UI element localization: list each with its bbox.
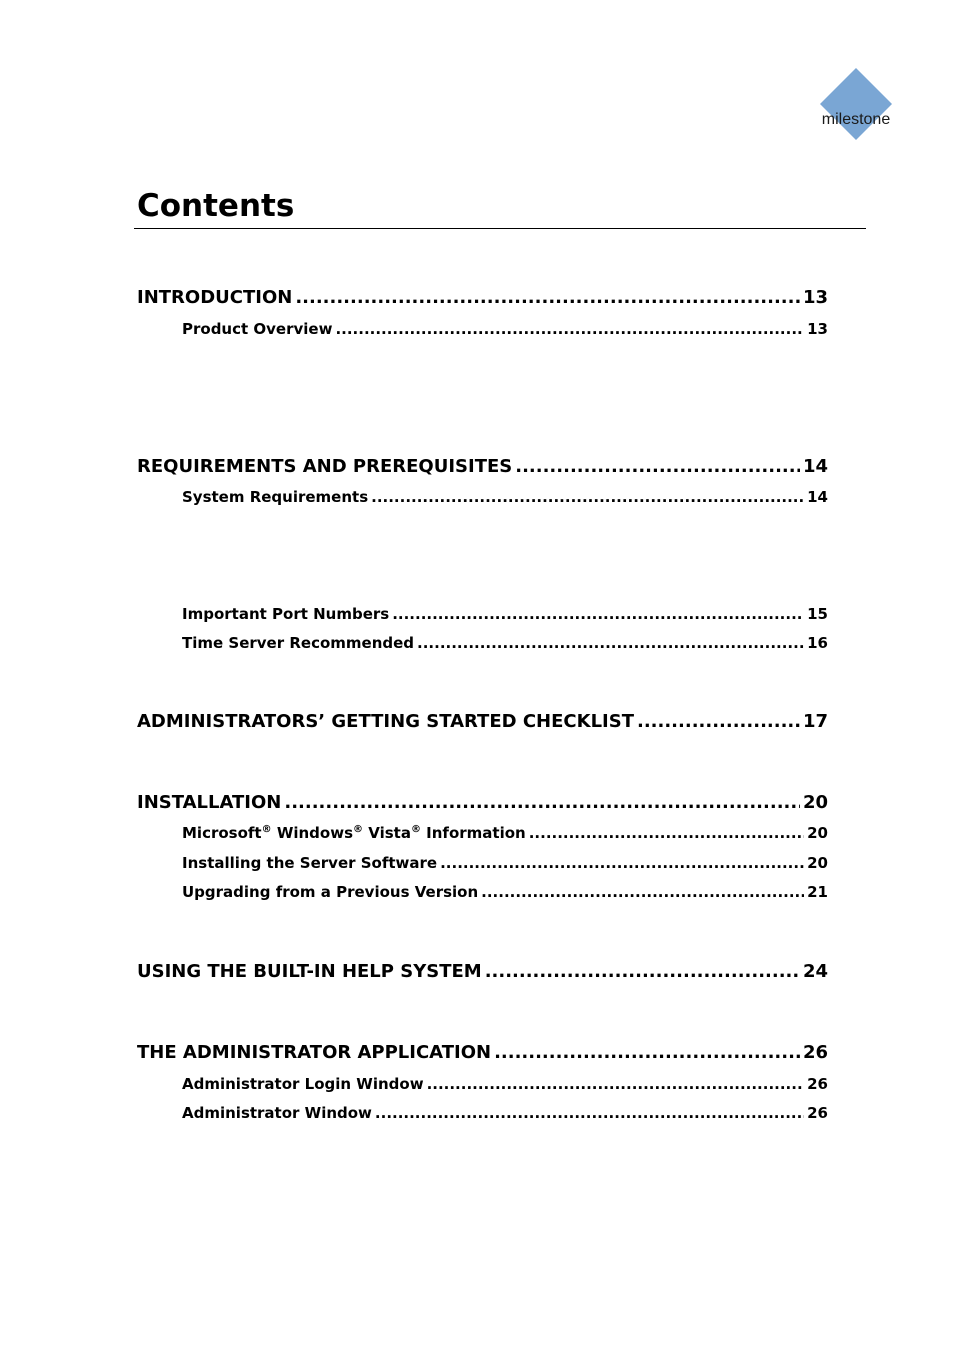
toc-page-number: 26 bbox=[807, 1075, 828, 1093]
milestone-logo bbox=[816, 66, 896, 142]
toc-page-number: 20 bbox=[807, 824, 828, 842]
toc-entry-time-server[interactable] bbox=[182, 633, 828, 653]
toc-label: Installing the Server Software bbox=[182, 854, 438, 872]
toc-page-number: 26 bbox=[807, 1104, 828, 1122]
registered-mark: ® bbox=[261, 824, 272, 835]
toc-entry-requirements[interactable] bbox=[137, 455, 828, 479]
dot-leader bbox=[637, 710, 800, 734]
toc-entry-introduction[interactable] bbox=[137, 286, 828, 310]
toc-entry-admin-checklist[interactable] bbox=[137, 710, 828, 734]
dot-leader bbox=[529, 823, 804, 843]
toc-entry-important-port-numbers[interactable] bbox=[182, 604, 828, 624]
toc-label: Important Port Numbers bbox=[182, 605, 390, 623]
toc-page-number: 17 bbox=[802, 711, 828, 732]
dot-leader bbox=[427, 1074, 805, 1094]
dot-leader bbox=[295, 286, 800, 310]
toc-entry-vista-information[interactable] bbox=[182, 823, 828, 843]
dot-leader bbox=[485, 960, 800, 984]
toc-label: Upgrading from a Previous Version bbox=[182, 883, 479, 901]
toc-label: System Requirements bbox=[182, 488, 369, 506]
title-divider bbox=[134, 228, 866, 229]
toc-label: INSTALLATION bbox=[137, 792, 282, 813]
registered-mark: ® bbox=[410, 824, 421, 835]
toc-entry-help-system[interactable] bbox=[137, 960, 828, 984]
toc-page-number: 26 bbox=[802, 1042, 828, 1063]
toc-page-number: 24 bbox=[802, 961, 828, 982]
dot-leader bbox=[515, 455, 800, 479]
logo-wordmark: milestone bbox=[821, 111, 891, 128]
toc-page-number: 16 bbox=[807, 634, 828, 652]
dot-leader bbox=[440, 853, 804, 873]
dot-leader bbox=[494, 1041, 800, 1065]
dot-leader bbox=[284, 791, 800, 815]
toc-label: REQUIREMENTS AND PREREQUISITES bbox=[137, 456, 513, 477]
toc-entry-installation[interactable] bbox=[137, 791, 828, 815]
toc-entry-installing-server[interactable] bbox=[182, 853, 828, 873]
dot-leader bbox=[481, 882, 804, 902]
page-title: Contents bbox=[137, 188, 295, 224]
toc-page-number: 20 bbox=[802, 792, 828, 813]
toc-page-number: 14 bbox=[802, 456, 828, 477]
toc-label: THE ADMINISTRATOR APPLICATION bbox=[137, 1042, 492, 1063]
toc-label: Time Server Recommended bbox=[182, 634, 415, 652]
toc-entry-system-requirements[interactable] bbox=[182, 487, 828, 507]
dot-leader bbox=[375, 1103, 804, 1123]
toc-page-number: 14 bbox=[807, 488, 828, 506]
toc-label: Microsoft® Windows® Vista® Information bbox=[182, 824, 526, 842]
toc-entry-upgrading[interactable] bbox=[182, 882, 828, 902]
toc-entry-product-overview[interactable] bbox=[182, 319, 828, 339]
dot-leader bbox=[417, 633, 804, 653]
toc-label: Administrator Window bbox=[182, 1104, 372, 1122]
toc-label: ADMINISTRATORS’ GETTING STARTED CHECKLIST bbox=[137, 711, 634, 732]
toc-page-number: 20 bbox=[807, 854, 828, 872]
dot-leader bbox=[371, 487, 804, 507]
toc-label: Product Overview bbox=[182, 320, 333, 338]
toc-entry-admin-login-window[interactable] bbox=[182, 1074, 828, 1094]
toc-page-number: 13 bbox=[802, 287, 828, 308]
registered-mark: ® bbox=[353, 824, 364, 835]
toc-label: INTRODUCTION bbox=[137, 287, 293, 308]
dot-leader bbox=[335, 319, 804, 339]
toc-entry-admin-window[interactable] bbox=[182, 1103, 828, 1123]
dot-leader bbox=[392, 604, 804, 624]
toc-page-number: 15 bbox=[807, 605, 828, 623]
toc-page-number: 13 bbox=[807, 320, 828, 338]
toc-label: Administrator Login Window bbox=[182, 1075, 424, 1093]
toc-label: USING THE BUILT-IN HELP SYSTEM bbox=[137, 961, 482, 982]
toc-entry-admin-application[interactable] bbox=[137, 1041, 828, 1065]
toc-page-number: 21 bbox=[807, 883, 828, 901]
